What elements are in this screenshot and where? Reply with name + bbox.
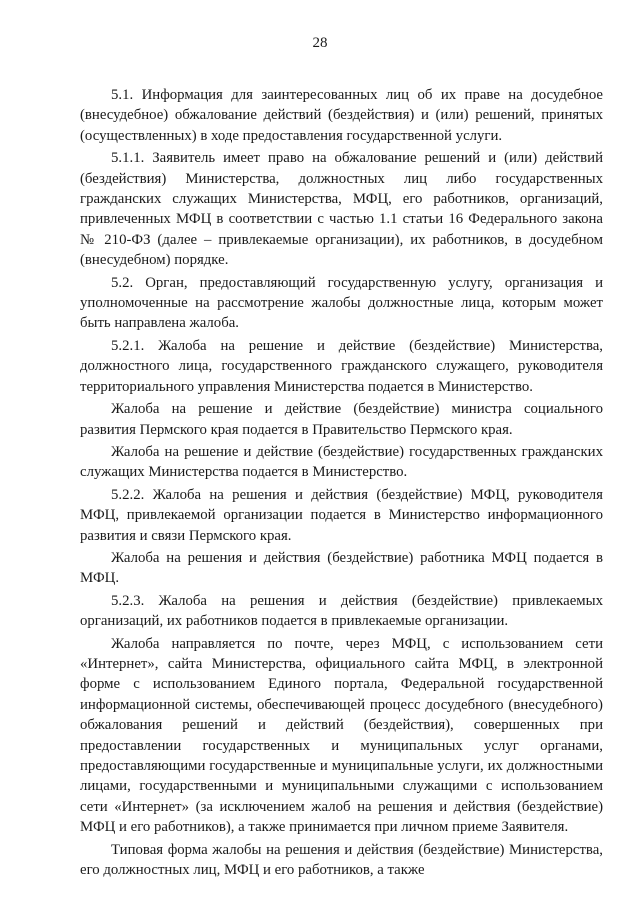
paragraph-mfc-worker-complaint: Жалоба на решения и действия (бездействие) работника МФЦ подается в МФЦ. bbox=[80, 549, 603, 587]
paragraph-5-2-1: 5.2.1. Жалоба на решение и действие (бездействие) Министерства, должностного лица, государственного гражданского служащего, руководителя территориального управления Министерства подается в Министерство. bbox=[80, 337, 603, 395]
page-number: 28 bbox=[312, 35, 328, 51]
paragraph-5-1: 5.1. Информация для заинтересованных лиц об их праве на досудебное (внесудебное) обжалование действий (бездействия) и (или) решений, принятых (осуществленных) в ходе предоставления государственной услуги. bbox=[80, 87, 603, 144]
paragraph-5-2: 5.2. Орган, предоставляющий государственную услугу, организация и уполномоченные на рассмотрение жалобы должностные лица, которым может быть направлена жалоба. bbox=[80, 274, 603, 332]
paragraph-5-1-1: 5.1.1. Заявитель имеет право на обжалование решений и (или) действий (бездействия) Министерства, должностных лиц либо государственных гражданских служащих Министерства, МФЦ, его работников, организаций, привлеченных МФЦ в соответствии с частью 1.1 статьи 16 Федерального закона № 210-ФЗ (далее – привлекаемые организации), их работников, в досудебном (внесудебном) порядке. bbox=[80, 150, 603, 269]
paragraph-5-2-3: 5.2.3. Жалоба на решения и действия (бездействие) привлекаемых организаций, их работников подается в привлекаемые организации. bbox=[80, 592, 603, 630]
paragraph-5-2-2: 5.2.2. Жалоба на решения и действия (бездействие) МФЦ, руководителя МФЦ, привлекаемой организации подается в Министерство информационного развития и связи Пермского края. bbox=[80, 486, 603, 544]
paragraph-servants-complaint: Жалоба на решение и действие (бездействие) государственных гражданских служащих Министерства подается в Министерство. bbox=[80, 443, 603, 481]
paragraph-submission-methods: Жалоба направляется по почте, через МФЦ, с использованием сети «Интернет», сайта Министерства, официального сайта МФЦ, в электронной форме с использованием Единого портала, Федеральной государственной информационной системы, обеспечивающей процесс досудебного (внесудебного) обжалования решений и действий (бездействия), совершенных при предоставлении государственных и муниципальных услуг органами, предоставляющими государственные и муниципальные услуги, их должностными лицами, государственными и муниципальными служащими с использованием сети «Интернет» (за исключением жалоб на решения и действия (бездействие) МФЦ и его работников), а также принимается при личном приеме Заявителя. bbox=[80, 635, 603, 836]
document-body bbox=[80, 85, 603, 880]
paragraph-minister-complaint: Жалоба на решение и действие (бездействие) министра социального развития Пермского края подается в Правительство Пермского края. bbox=[80, 401, 603, 438]
paragraph-typical-form: Типовая форма жалобы на решения и действия (бездействие) Министерства, его должностных лиц, МФЦ и его работников, а также bbox=[80, 841, 603, 879]
